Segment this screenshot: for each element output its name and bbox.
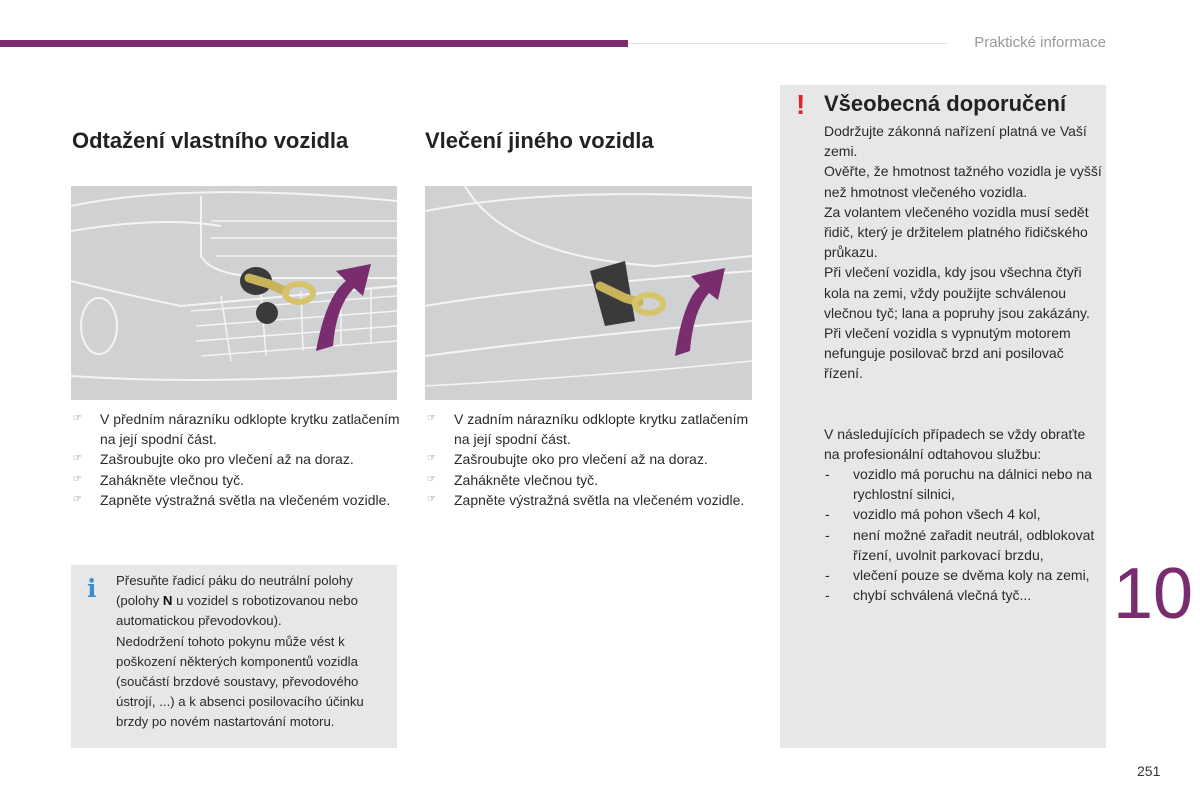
list-item: - vozidlo má poruchu na dálnici nebo na rychlostní silnici, bbox=[825, 466, 1092, 503]
list-item: ☞ Zapněte výstražná světla na vlečeném vozidle. bbox=[425, 490, 755, 510]
list-item: ☞ V zadním nárazníku odklopte krytku zatlačením na její spodní část. bbox=[427, 411, 749, 448]
info-note-text: Přesuňte řadicí páku do neutrální polohy (polohy N u vozidel s robotizovanou nebo automatickou převodovkou). Nedodržení tohoto pokynu může vést k poškození některých komponentů vozidla (součástí brzdové soustavy, převodového ústrojí, ...) a k absenci posilovacího účinku brzdy po novém nastartování motoru. bbox=[116, 573, 364, 730]
service-cases-list bbox=[824, 464, 1104, 605]
service-intro: V následujících případech se vždy obraťte na profesionální odtahovou službu: bbox=[824, 425, 1086, 462]
page-number: 251 bbox=[1137, 763, 1161, 779]
list-item: - chybí schválená vlečná tyč... bbox=[825, 587, 1032, 604]
bullet-icon: ☞ bbox=[73, 473, 82, 485]
section-label: Praktické informace bbox=[974, 34, 1106, 51]
bullet-icon: ☞ bbox=[427, 413, 436, 424]
front-tow-eye-illustration bbox=[71, 186, 397, 400]
chapter-number: 10 bbox=[1113, 554, 1194, 634]
recommendation-paragraph: Dodržujte zákonná nařízení platná ve Vaší zemi. bbox=[824, 123, 1087, 160]
list-item: ☞ Zašroubujte oko pro vlečení až na doraz. bbox=[71, 449, 401, 469]
panel-body bbox=[824, 121, 1104, 605]
recommendation-paragraph: Za volantem vlečeného vozidla musí sedět řidič, který je držitelem platného řidičského průkazu. bbox=[824, 203, 1089, 261]
recommendation-paragraph: Při vlečení vozidla, kdy jsou všechna čtyři kola na zemi, vždy použijte schválenou vlečnou tyč; lana a popruhy jsou zakázány. bbox=[824, 264, 1090, 321]
section-accent-bar bbox=[0, 40, 628, 47]
recommendation-paragraph: Při vlečení vozidla s vypnutým motorem nefunguje posilovač brzd ani posilovač řízení. bbox=[824, 325, 1071, 382]
left-steps-list bbox=[71, 409, 401, 510]
warning-icon: ! bbox=[796, 89, 806, 120]
left-column-title: Odtažení vlastního vozidla bbox=[72, 128, 349, 153]
bullet-icon: ☞ bbox=[427, 493, 436, 505]
recommendation-paragraph: Ověřte, že hmotnost tažného vozidla je vyšší než hmotnost vlečeného vozidla. bbox=[824, 163, 1102, 200]
list-item: ☞ Zašroubujte oko pro vlečení až na doraz. bbox=[425, 449, 755, 469]
bullet-icon: ☞ bbox=[73, 413, 82, 424]
info-icon: i bbox=[87, 574, 97, 603]
panel-title: Všeobecná doporučení bbox=[824, 91, 1067, 116]
rear-tow-eye-illustration bbox=[425, 186, 752, 400]
list-item: ☞ Zahákněte vlečnou tyč. bbox=[425, 470, 755, 490]
list-item: - není možné zařadit neutrál, odblokovat řízení, uvolnit parkovací brzdu, bbox=[825, 526, 1095, 563]
bullet-icon: ☞ bbox=[427, 473, 436, 485]
bullet-icon: ☞ bbox=[73, 493, 82, 505]
middle-steps-list bbox=[425, 409, 755, 510]
list-item: ☞ Zapněte výstražná světla na vlečeném vozidle. bbox=[71, 490, 401, 510]
list-item: - vozidlo má pohon všech 4 kol, bbox=[825, 506, 1041, 523]
info-note bbox=[71, 565, 397, 748]
list-item: ☞ Zahákněte vlečnou tyč. bbox=[71, 470, 401, 490]
list-item: - vlečení pouze se dvěma koly na zemi, bbox=[825, 567, 1090, 584]
list-item: ☞ V předním nárazníku odklopte krytku zatlačením na její spodní část. bbox=[73, 411, 400, 448]
general-recommendations-panel bbox=[780, 85, 1106, 748]
section-divider-line bbox=[628, 43, 948, 44]
middle-column-title: Vlečení jiného vozidla bbox=[425, 128, 654, 153]
bullet-icon: ☞ bbox=[427, 453, 436, 465]
bullet-icon: ☞ bbox=[73, 453, 82, 465]
